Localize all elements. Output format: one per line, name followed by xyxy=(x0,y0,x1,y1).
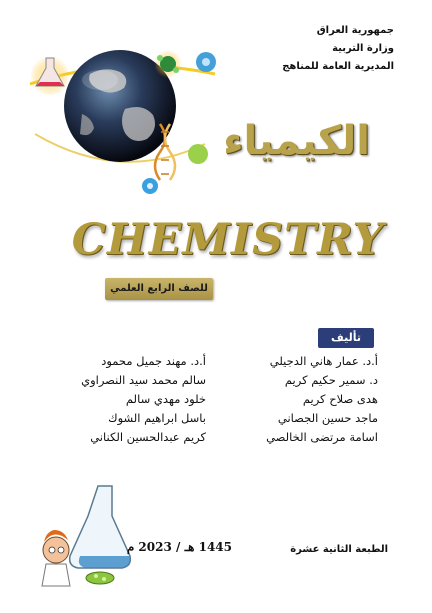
author-name: ماجد حسين الجصاني xyxy=(277,411,378,425)
author-name: أ.د. مهند جميل محمود xyxy=(101,354,206,368)
flask-icon xyxy=(30,56,70,96)
author-row xyxy=(60,409,378,428)
header-line-2: وزارة التربية xyxy=(332,43,394,54)
author-name: اسامة مرتضى الخالصي xyxy=(266,430,378,444)
author-name: باسل ابراهيم الشوك xyxy=(108,411,206,425)
header-line-1: جمهورية العراق xyxy=(316,25,394,36)
scientist-icon xyxy=(40,478,140,588)
author-name: هدى صلاح كريم xyxy=(302,392,378,406)
author-name: سالم محمد سيد النصراوي xyxy=(81,373,206,387)
authors-list xyxy=(60,352,378,447)
publication-year: 1445 هـ / 2023 م xyxy=(126,540,232,554)
author-row xyxy=(60,428,378,447)
edition-label: الطبعة الثانية عشرة xyxy=(290,544,388,555)
grade-label: للصف الرابع العلمي xyxy=(110,283,208,294)
author-row xyxy=(60,352,378,371)
arabic-title: الكيمياء xyxy=(223,118,370,164)
authors-label-badge xyxy=(318,328,374,348)
author-name: أ.د. عمار هاني الدجيلي xyxy=(269,354,378,368)
globe-icon xyxy=(20,14,220,204)
grade-banner xyxy=(105,278,213,300)
header-line-3: المديرية العامة للمناهج xyxy=(282,61,394,72)
author-name: كريم عبدالحسين الكناني xyxy=(90,430,206,444)
english-title: CHEMISTRY xyxy=(71,215,385,265)
author-row xyxy=(60,371,378,390)
authors-label: تأليف xyxy=(331,331,361,344)
ministry-header xyxy=(234,22,394,76)
author-name: خلود مهدي سالم xyxy=(125,392,206,406)
author-row xyxy=(60,390,378,409)
author-name: د. سمير حكيم كريم xyxy=(284,373,378,387)
